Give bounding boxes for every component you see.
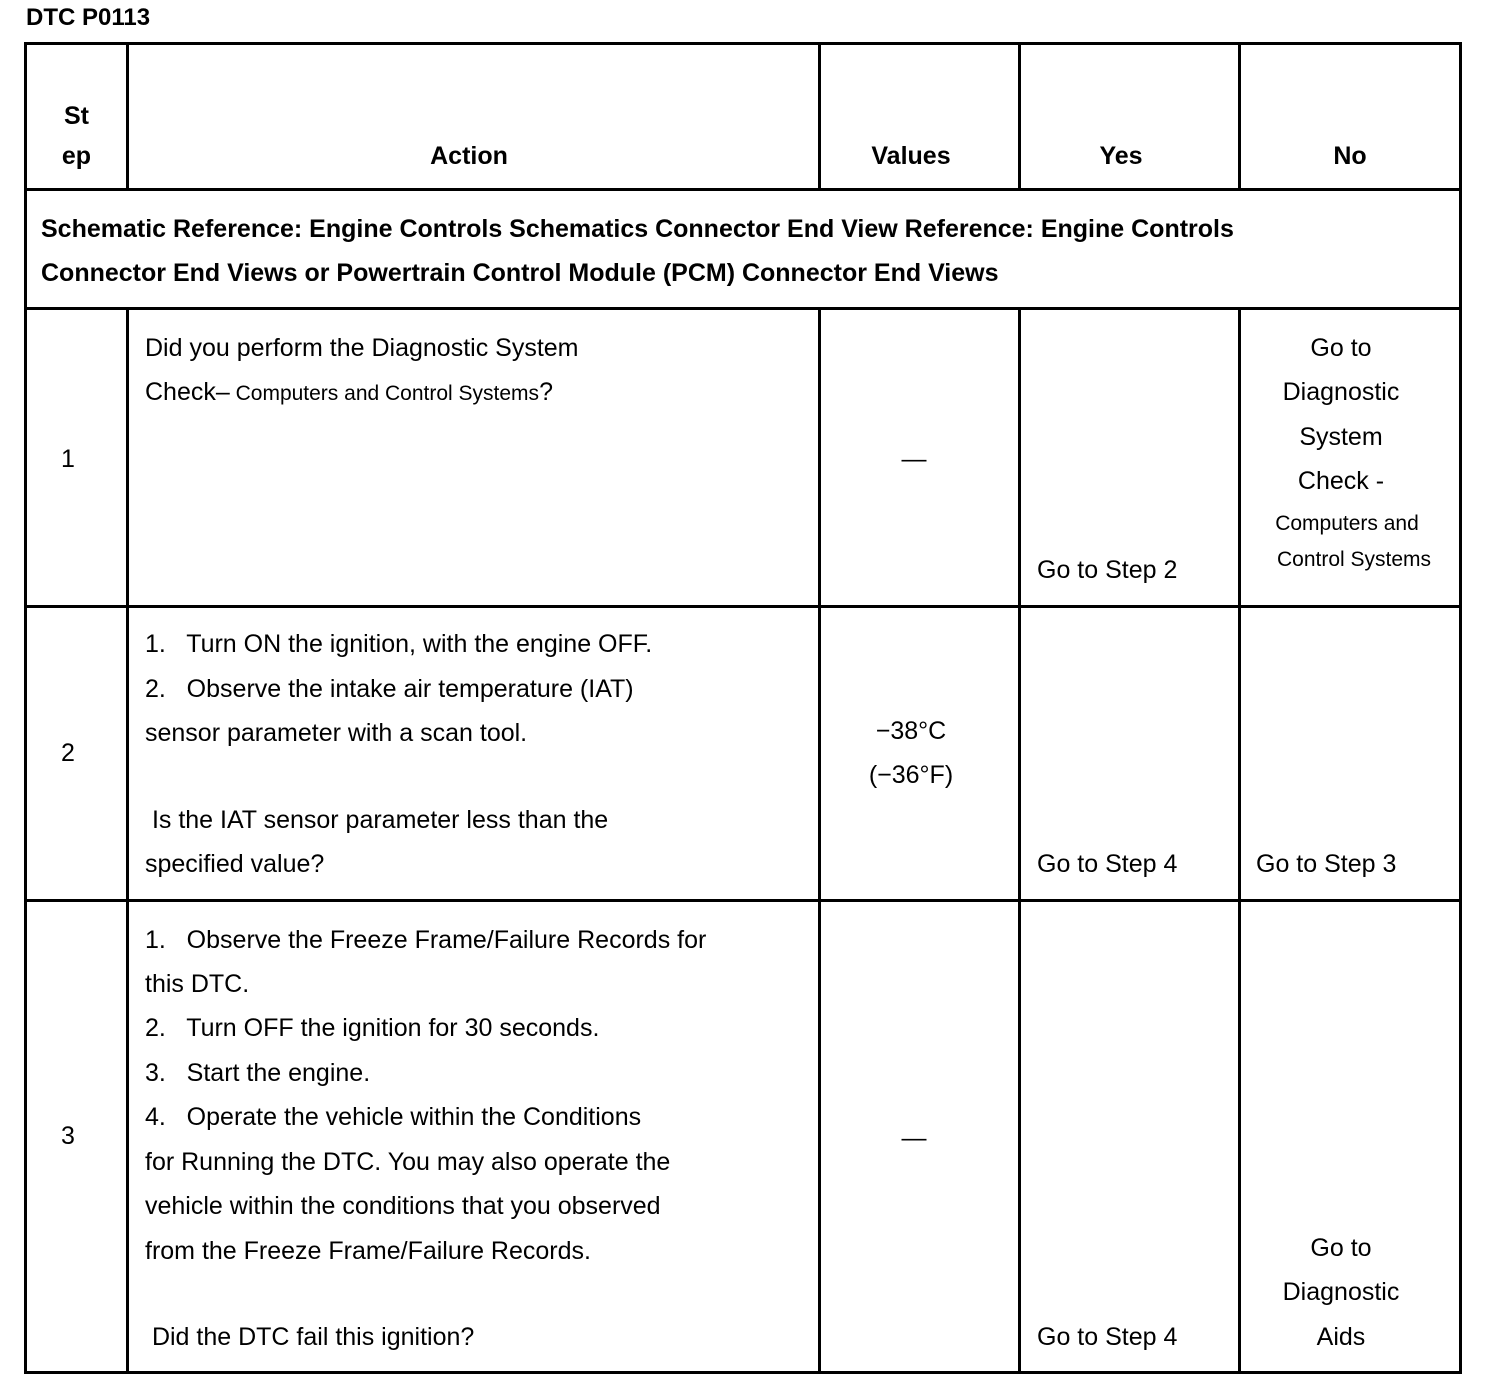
- reference-line-1: Schematic Reference: Engine Controls Schematics Connector End View Reference: Engine Controls: [41, 215, 1234, 243]
- question-text: Is the IAT sensor parameter less than the: [145, 806, 609, 834]
- row-divider-2: [24, 899, 1462, 902]
- action-text: this DTC.: [145, 970, 250, 998]
- value-text: —: [901, 445, 927, 473]
- action-text: from the Freeze Frame/Failure Records.: [145, 1237, 591, 1265]
- no-text: Go to: [1310, 1234, 1372, 1262]
- header-values: Values: [871, 142, 951, 170]
- action-text: 1. Observe the Freeze Frame/Failure Records for: [145, 926, 707, 954]
- step-number: 3: [61, 1122, 75, 1150]
- action-text: 2. Turn OFF the ignition for 30 seconds.: [145, 1014, 600, 1042]
- yes-text: Go to Step 4: [1037, 850, 1178, 878]
- action-text: Did you perform the Diagnostic System: [145, 334, 579, 362]
- document-title: DTC P0113: [26, 4, 151, 31]
- action-text: 3. Start the engine.: [145, 1059, 371, 1087]
- value-text: −38°C: [875, 717, 947, 745]
- table-border-top: [24, 42, 1462, 45]
- action-text-part: ?: [539, 378, 553, 406]
- no-text: Aids: [1316, 1323, 1366, 1351]
- no-text: Check -: [1297, 467, 1385, 495]
- no-text: Go to: [1310, 334, 1372, 362]
- header-yes: Yes: [1099, 142, 1143, 170]
- action-text: 2. Observe the intake air temperature (IAT): [145, 675, 634, 703]
- no-text: Diagnostic: [1282, 378, 1400, 406]
- no-text: Diagnostic: [1282, 1278, 1400, 1306]
- value-text: —: [901, 1124, 927, 1152]
- header-action: Action: [430, 142, 508, 170]
- action-text: sensor parameter with a scan tool.: [145, 719, 528, 747]
- action-text-part: Check–: [145, 378, 230, 406]
- question-text: Did the DTC fail this ignition?: [145, 1323, 475, 1351]
- table-border-left: [24, 42, 27, 1374]
- header-no: No: [1333, 142, 1367, 170]
- no-text: System: [1299, 423, 1383, 451]
- header-divider: [24, 188, 1462, 191]
- yes-text: Go to Step 4: [1037, 1323, 1178, 1351]
- no-text: Control Systems: [1276, 548, 1432, 571]
- col-divider-step: [126, 307, 129, 1374]
- row-divider-1: [24, 605, 1462, 608]
- action-text: 4. Operate the vehicle within the Conditions: [145, 1103, 642, 1131]
- action-text: 1. Turn ON the ignition, with the engine OFF.: [145, 630, 653, 658]
- no-text: Computers and: [1275, 512, 1419, 535]
- action-text: vehicle within the conditions that you observed: [145, 1192, 661, 1220]
- col-divider-values: [1018, 307, 1021, 1374]
- diagnostic-table: [24, 42, 1462, 1376]
- action-text-part: Computers and Control Systems: [229, 382, 540, 405]
- table-border-right: [1459, 42, 1462, 1374]
- reference-divider: [24, 307, 1462, 310]
- value-text: (−36°F): [868, 761, 954, 789]
- header-step-line1: St: [64, 102, 89, 130]
- table-border-bottom: [24, 1371, 1462, 1374]
- no-text: Go to Step 3: [1256, 850, 1397, 878]
- action-text: for Running the DTC. You may also operate the: [145, 1148, 671, 1176]
- step-number: 2: [61, 739, 75, 767]
- step-number: 1: [61, 445, 75, 473]
- header-step-line2: ep: [61, 142, 92, 170]
- action-text: [145, 370, 553, 417]
- yes-text: Go to Step 2: [1037, 556, 1178, 584]
- question-text: specified value?: [145, 850, 325, 878]
- reference-line-2: Connector End Views or Powertrain Control Module (PCM) Connector End Views: [41, 259, 999, 287]
